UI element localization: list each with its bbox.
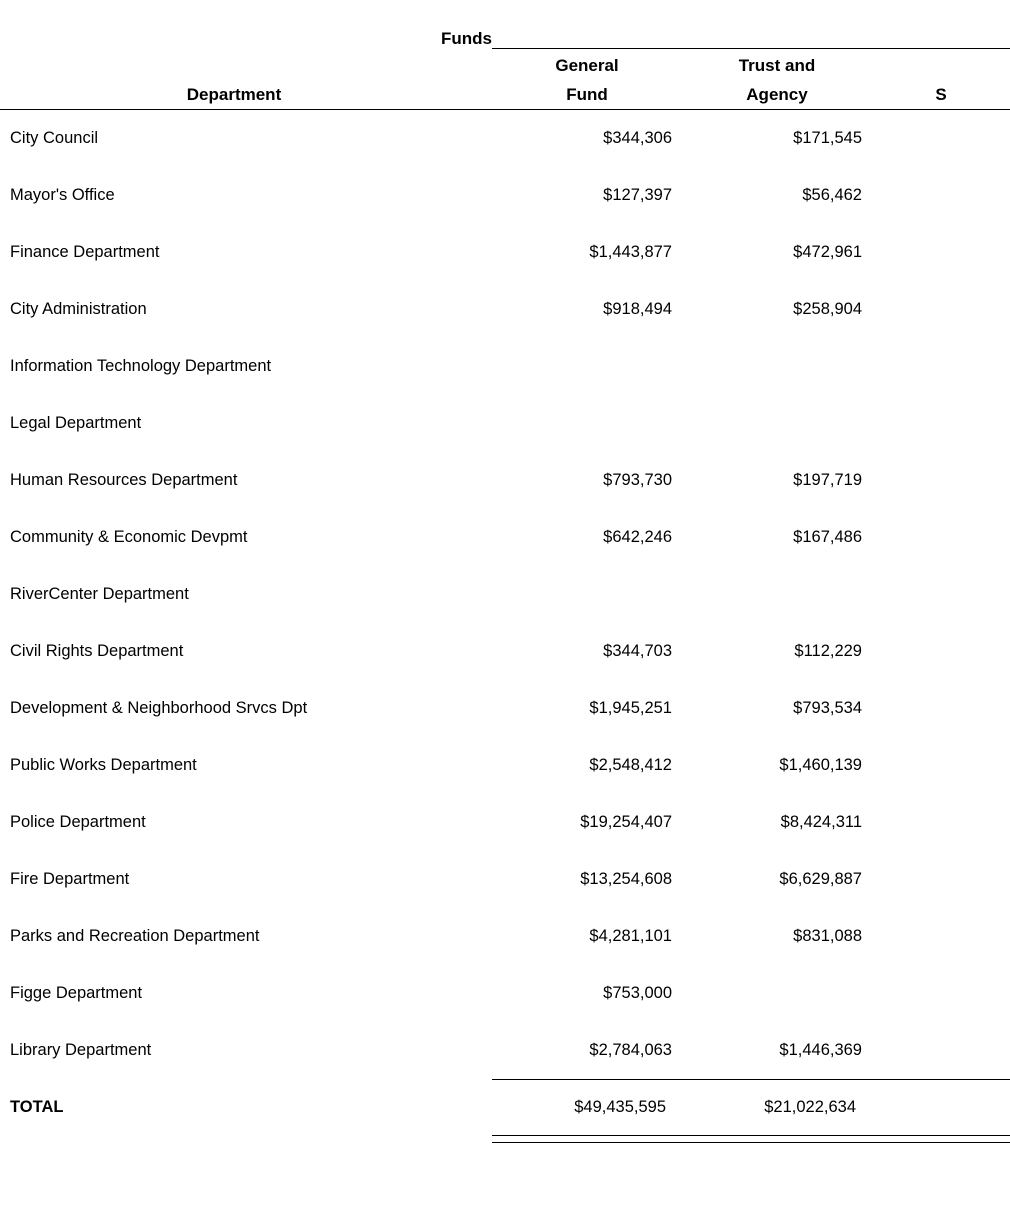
cell-department: Development & Neighborhood Srvcs Dpt xyxy=(10,699,308,717)
table-row xyxy=(0,965,1010,1022)
cell-general-fund: $344,703 xyxy=(603,642,672,660)
cell-special xyxy=(872,566,1010,623)
column-header-general-fund-line2: Fund xyxy=(566,85,608,104)
cell-department: Public Works Department xyxy=(10,756,197,774)
cell-general-fund: $642,246 xyxy=(603,528,672,546)
total-double-rule-row xyxy=(0,1136,1010,1143)
total-general-fund: $49,435,595 xyxy=(574,1098,666,1116)
cell-department: Fire Department xyxy=(10,870,130,888)
table-row xyxy=(0,281,1010,338)
budget-table xyxy=(0,8,1010,1143)
funds-rule-general xyxy=(492,8,682,49)
cell-department: Civil Rights Department xyxy=(10,642,184,660)
table-header xyxy=(0,8,1010,110)
cell-special xyxy=(872,623,1010,680)
cell-special xyxy=(872,965,1010,1022)
cell-special xyxy=(872,452,1010,509)
cell-department: Legal Department xyxy=(10,414,142,432)
table-row xyxy=(0,395,1010,452)
cell-trust-agency: $472,961 xyxy=(793,243,862,261)
funds-rule-special xyxy=(872,8,1010,49)
cell-trust-agency: $793,534 xyxy=(793,699,862,717)
cell-department: Police Department xyxy=(10,813,146,831)
cell-special xyxy=(872,224,1010,281)
table-body xyxy=(0,110,1010,1143)
cell-department: Mayor's Office xyxy=(10,186,115,204)
cell-general-fund: $793,730 xyxy=(603,471,672,489)
cell-department: Human Resources Department xyxy=(10,471,238,489)
cell-department: Figge Department xyxy=(10,984,143,1002)
column-header-trust-agency-line2: Agency xyxy=(746,85,808,104)
double-rule-trust-agency xyxy=(682,1136,872,1143)
cell-trust-agency xyxy=(682,566,872,623)
cell-department: City Council xyxy=(10,129,99,147)
cell-trust-agency: $8,424,311 xyxy=(780,813,862,831)
column-header-trust-agency xyxy=(682,49,872,110)
cell-general-fund: $344,306 xyxy=(603,129,672,147)
cell-trust-agency: $171,545 xyxy=(793,129,862,147)
cell-trust-agency: $112,229 xyxy=(794,642,862,660)
funds-rule-trust xyxy=(682,8,872,49)
cell-general-fund: $2,548,412 xyxy=(589,756,672,774)
table-row xyxy=(0,224,1010,281)
cell-trust-agency xyxy=(682,338,872,395)
cell-special xyxy=(872,110,1010,168)
table-row xyxy=(0,680,1010,737)
table-row xyxy=(0,338,1010,395)
table-row xyxy=(0,452,1010,509)
cell-department: Finance Department xyxy=(10,243,160,261)
cell-special xyxy=(872,395,1010,452)
cell-department: Information Technology Department xyxy=(10,357,272,375)
cell-trust-agency: $167,486 xyxy=(793,528,862,546)
cell-trust-agency xyxy=(682,395,872,452)
table-row xyxy=(0,794,1010,851)
cell-trust-agency xyxy=(682,965,872,1022)
cell-special xyxy=(872,851,1010,908)
table-row xyxy=(0,167,1010,224)
cell-general-fund xyxy=(492,338,682,395)
cell-general-fund: $4,281,101 xyxy=(589,927,672,945)
cell-special xyxy=(872,167,1010,224)
cell-general-fund xyxy=(492,566,682,623)
cell-general-fund: $13,254,608 xyxy=(580,870,672,888)
column-header-general-fund xyxy=(492,49,682,110)
cell-general-fund: $918,494 xyxy=(603,300,672,318)
double-rule-special xyxy=(872,1136,1010,1143)
cell-general-fund: $127,397 xyxy=(603,186,672,204)
column-header-department xyxy=(0,49,492,110)
cell-department: Community & Economic Devpmt xyxy=(10,528,248,546)
column-header-special xyxy=(872,49,1010,110)
cell-special xyxy=(872,338,1010,395)
cell-special xyxy=(872,509,1010,566)
cell-general-fund: $753,000 xyxy=(603,984,672,1002)
column-header-general-fund-line1: General xyxy=(555,56,619,75)
total-label: TOTAL xyxy=(10,1098,64,1116)
cell-trust-agency: $1,460,139 xyxy=(779,756,862,774)
cell-department: City Administration xyxy=(10,300,147,318)
table-row xyxy=(0,566,1010,623)
cell-department: Parks and Recreation Department xyxy=(10,927,260,945)
column-header-row xyxy=(0,49,1010,110)
cell-trust-agency: $197,719 xyxy=(793,471,862,489)
table-row xyxy=(0,509,1010,566)
cell-trust-agency: $56,462 xyxy=(802,186,862,204)
table-row xyxy=(0,1022,1010,1080)
table-row xyxy=(0,737,1010,794)
column-header-special-line2: S xyxy=(935,85,947,104)
cell-general-fund xyxy=(492,395,682,452)
table-row xyxy=(0,908,1010,965)
cell-trust-agency: $1,446,369 xyxy=(682,1022,872,1080)
cell-general-fund: $19,254,407 xyxy=(580,813,672,831)
cell-special xyxy=(872,737,1010,794)
cell-special xyxy=(872,281,1010,338)
double-rule-spacer xyxy=(0,1136,492,1143)
cell-special xyxy=(872,1022,1010,1080)
funds-banner-row xyxy=(0,8,1010,49)
document-page xyxy=(0,8,947,1216)
table-row xyxy=(0,851,1010,908)
column-header-trust-agency-line1: Trust and xyxy=(738,56,816,75)
funds-label: Funds xyxy=(441,28,492,48)
cell-special xyxy=(872,794,1010,851)
column-header-department-line2: Department xyxy=(186,85,282,104)
cell-special xyxy=(872,908,1010,965)
cell-department: Library Department xyxy=(10,1041,152,1060)
cell-special xyxy=(872,680,1010,737)
total-trust-agency: $21,022,634 xyxy=(764,1098,856,1116)
cell-trust-agency: $6,629,887 xyxy=(779,870,862,888)
total-special xyxy=(872,1080,1010,1136)
cell-general-fund: $1,945,251 xyxy=(589,699,672,717)
cell-department: RiverCenter Department xyxy=(10,585,189,603)
cell-trust-agency: $831,088 xyxy=(793,927,862,945)
table-row xyxy=(0,623,1010,680)
total-row xyxy=(0,1080,1010,1136)
table-row xyxy=(0,110,1010,168)
cell-trust-agency: $258,904 xyxy=(793,300,862,318)
double-rule-general-fund xyxy=(492,1136,682,1143)
cell-general-fund: $1,443,877 xyxy=(589,243,672,261)
cell-general-fund: $2,784,063 xyxy=(492,1022,682,1080)
